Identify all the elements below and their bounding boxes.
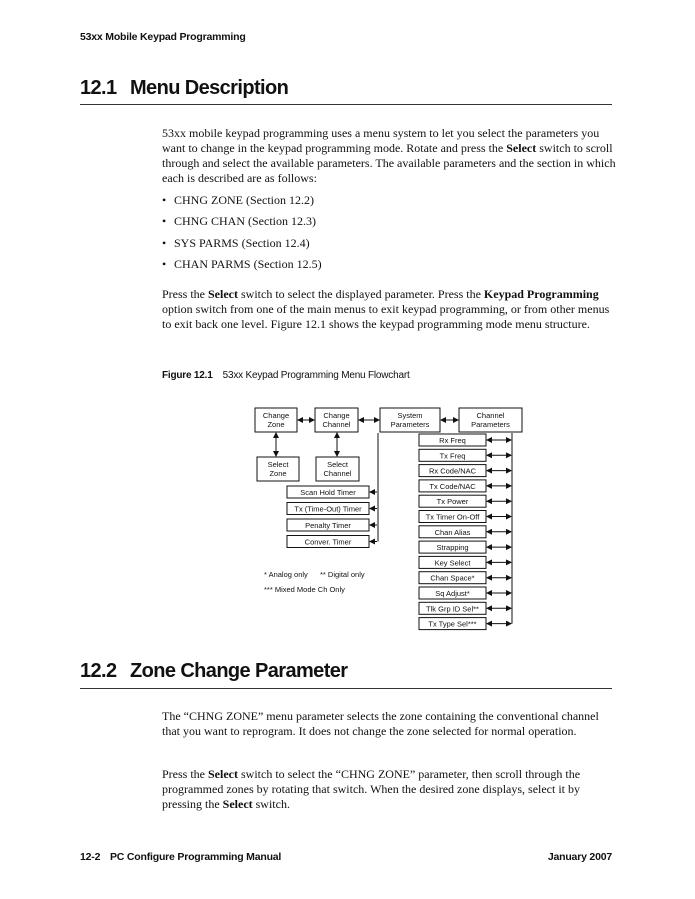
top-menu-label: Parameters xyxy=(471,420,510,429)
footnote-digital: ** Digital only xyxy=(320,570,365,579)
system-parameter-label: Tx (Time-Out) Timer xyxy=(294,504,362,514)
top-menu-label: Change xyxy=(323,411,350,420)
top-menu-label: Channel xyxy=(476,411,505,420)
footer-date: January 2007 xyxy=(547,851,612,863)
figure-title: 53xx Keypad Programming Menu Flowchart xyxy=(222,370,410,381)
channel-parameter-label: Key Select xyxy=(434,558,471,568)
channel-parameter-label: Sq Adjust* xyxy=(435,589,470,598)
channel-parameter-label: Tx Type Sel*** xyxy=(428,619,477,629)
footer-manual-title: PC Configure Programming Manual xyxy=(110,851,282,863)
menu-instructions-paragraph: Press the Select switch to select the displayed parameter. Press the Keypad Programming option switch from one of the main menus to exit keypad programming, or from other menus to exit back one level. Figure 12.1 shows the keypad programming mode menu structure. xyxy=(162,287,610,331)
list-item: • CHNG ZONE (Section 12.2) xyxy=(162,193,314,207)
top-menu-label: Channel xyxy=(322,420,351,429)
running-header: 53xx Mobile Keypad Programming xyxy=(80,31,246,43)
system-parameter-label: Scan Hold Timer xyxy=(300,488,356,497)
channel-parameter-label: Tlk Grp ID Sel** xyxy=(426,604,479,614)
footnote-mixed-mode: *** Mixed Mode Ch Only xyxy=(264,585,345,594)
channel-parameter-label: Rx Code/NAC xyxy=(428,466,477,476)
system-parameter-label: Penalty Timer xyxy=(305,521,351,530)
list-item: • SYS PARMS (Section 12.4) xyxy=(162,236,310,250)
select-label: Select xyxy=(267,460,289,469)
channel-parameter-label: Tx Code/NAC xyxy=(429,481,476,491)
footnote-analog: * Analog only xyxy=(264,570,308,579)
select-label: Channel xyxy=(323,469,352,478)
channel-parameter-label: Tx Timer On-Off xyxy=(425,512,480,522)
system-parameter-label: Conver. Timer xyxy=(304,537,352,547)
select-label: Zone xyxy=(269,469,287,478)
section-heading-12-2 xyxy=(80,660,347,683)
zone-select-paragraph: Press the Select switch to select the “CHNG ZONE” parameter, then scroll through the programmed zones by rotating that switch. When the desired zone displays, select it by pressing the Select switch. xyxy=(162,767,581,811)
channel-parameter-label: Chan Alias xyxy=(434,527,471,537)
select-label: Select xyxy=(327,460,348,469)
section-rule xyxy=(80,688,612,689)
list-item: • CHAN PARMS (Section 12.5) xyxy=(162,257,322,271)
top-menu-label: Zone xyxy=(267,420,285,429)
section-number: 12.2 xyxy=(80,660,117,682)
channel-parameter-label: Rx Freq xyxy=(439,436,466,445)
channel-parameter-label: Strapping xyxy=(436,543,469,553)
channel-parameter-label: Tx Freq xyxy=(439,451,466,461)
intro-paragraph: 53xx mobile keypad programming uses a menu system to let you select the parameters you want to change in the keypad programming mode. Rotate and press the Select switch to scroll through and select the available parameters. The available parameters and the section in which each is described are as follows: xyxy=(162,126,616,185)
top-menu-label: Parameters xyxy=(390,420,430,429)
section-title: Zone Change Parameter xyxy=(130,660,348,682)
top-menu-label: System xyxy=(397,411,423,420)
top-menu-label: Change xyxy=(262,411,290,420)
figure-label: Figure 12.1 xyxy=(162,370,213,381)
zone-change-paragraph: The “CHNG ZONE” menu parameter selects the zone containing the conventional channel that you want to reprogram. It does not change the zone selected for normal operation. xyxy=(162,709,599,738)
footer-page-number: 12-2 xyxy=(80,851,101,863)
channel-parameter-label: Tx Power xyxy=(436,497,469,507)
section-number: 12.1 xyxy=(80,77,117,99)
list-item: • CHNG CHAN (Section 12.3) xyxy=(162,214,316,228)
section-title: Menu Description xyxy=(130,77,289,99)
channel-parameter-label: Chan Space* xyxy=(430,573,475,583)
